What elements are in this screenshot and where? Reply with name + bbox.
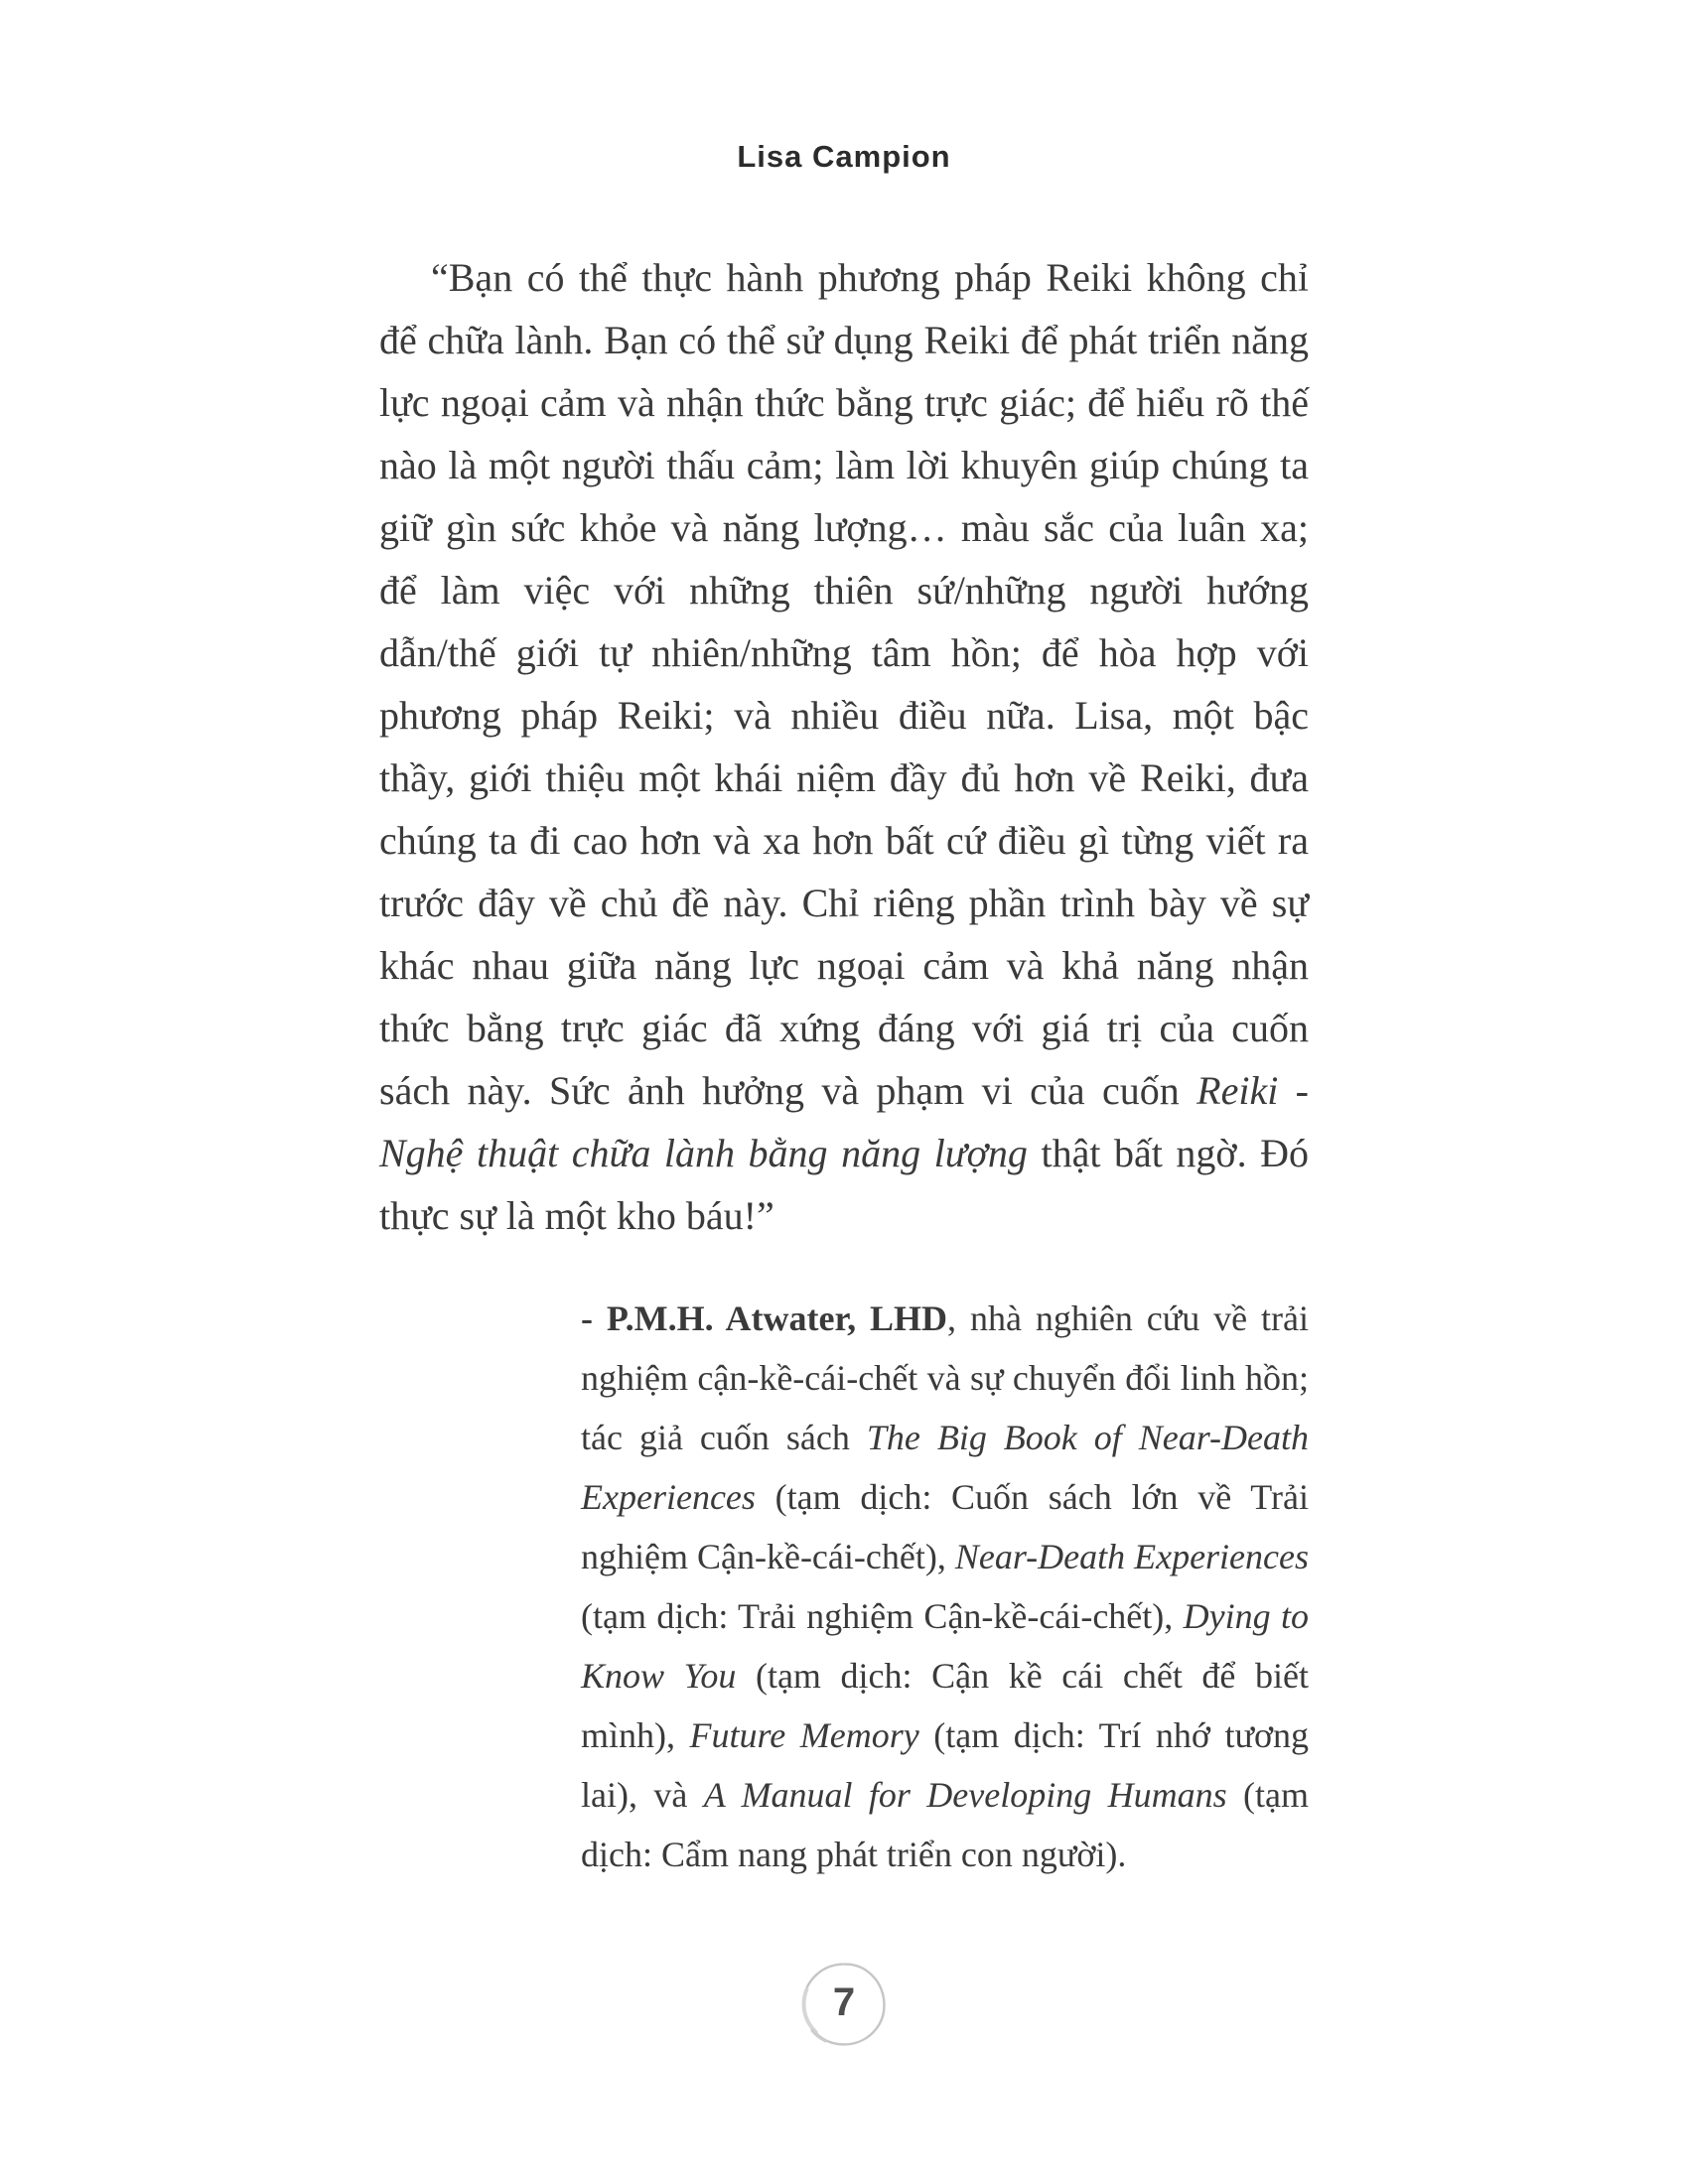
quote-attribution-paragraph (581, 1289, 1309, 1884)
praise-quote-paragraph (379, 246, 1309, 1247)
text-segment-italic: The Big Book of Near-Death Experiences (581, 1418, 1309, 1517)
text-segment-italic: Near-Death Experiences (954, 1537, 1309, 1576)
text-segment-normal: , nhà nghiên cứu về trải nghiệm cận-kề-cái-chết và sự chuyển đổi linh hồn; tác giả cuốn sách (581, 1298, 1309, 1457)
text-segment-normal: thật bất ngờ. Đó thực sự là một kho báu!” (379, 1131, 1310, 1238)
text-segment-normal: (tạm dịch: Cận kề cái chết để biết mình), (581, 1656, 1309, 1755)
text-segment-italic: A Manual for Developing Humans (703, 1775, 1227, 1815)
page-content (379, 246, 1309, 1884)
text-segment-italic: Future Memory (689, 1715, 919, 1755)
page-footer (0, 1958, 1688, 2051)
text-segment-normal: (tạm dịch: Trí nhớ tương lai), và (581, 1715, 1309, 1815)
page-number-ornament (797, 1958, 891, 2051)
text-segment-italic: Dying to Know You (581, 1596, 1310, 1696)
text-segment-normal: (tạm dịch: Cẩm nang phát triển con người). (581, 1775, 1309, 1874)
text-segment-bold: - P.M.H. Atwater, LHD (581, 1298, 948, 1338)
text-segment-normal: (tạm dịch: Cuốn sách lớn về Trải nghiệm Cận-kề-cái-chết), (581, 1477, 1309, 1576)
page-number: 7 (832, 1979, 856, 2024)
text-segment-normal: “Bạn có thể thực hành phương pháp Reiki không chỉ để chữa lành. Bạn có thể sử dụng Reiki để phát triển năng lực ngoại cảm và nhận thức bằng trực giác; để hiểu rõ thế nào là một người thấu cảm; làm lời khuyên giúp chúng ta giữ gìn sức khỏe và năng lượng… màu sắc của luân xa; để làm việc với những thiên sứ/những người hướng dẫn/thế giới tự nhiên/những tâm hồn; để hòa hợp với phương pháp Reiki; và nhiều điều nữa. Lisa, một bậc thầy, giới thiệu một khái niệm đầy đủ hơn về Reiki, đưa chúng ta đi cao hơn và xa hơn bất cứ điều gì từng viết ra trước đây về chủ đề này. Chỉ riêng phần trình bày về sự khác nhau giữa năng lực ngoại cảm và khả năng nhận thức bằng trực giác đã xứng đáng với giá trị của cuốn sách này. Sức ảnh hưởng và phạm vi của cuốn (379, 255, 1309, 1113)
running-header: Lisa Campion (737, 139, 951, 174)
text-segment-normal: (tạm dịch: Trải nghiệm Cận-kề-cái-chết), (581, 1596, 1184, 1636)
text-segment-italic: Reiki - Nghệ thuật chữa lành bằng năng lượng (379, 1068, 1309, 1175)
